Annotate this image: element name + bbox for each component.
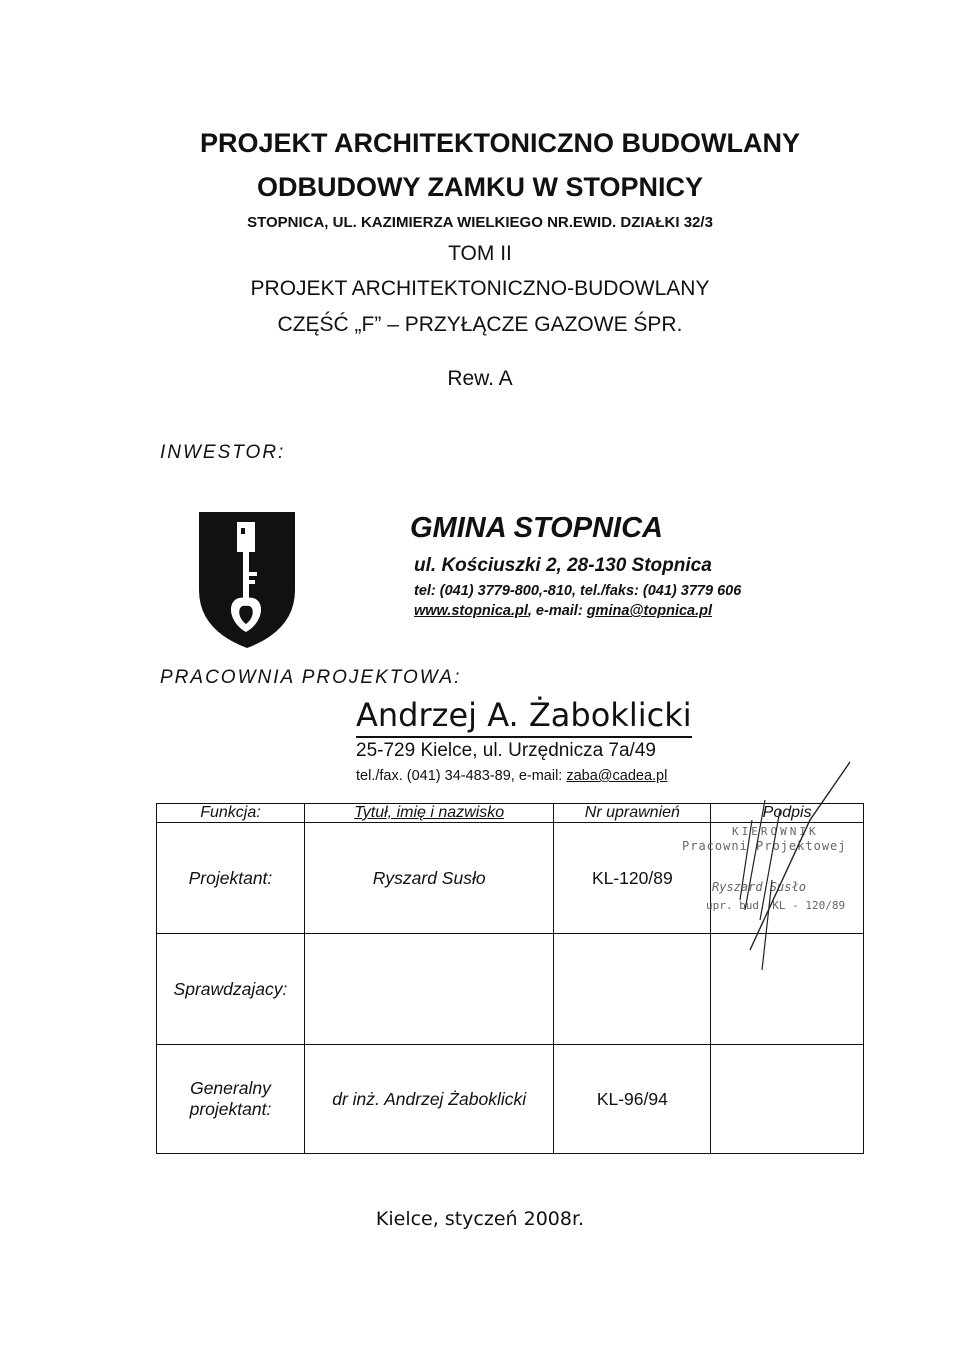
project-location: STOPNICA, UL. KAZIMIERZA WIELKIEGO NR.EWID. DZIAŁKI 32/3 bbox=[247, 214, 713, 231]
studio-label: PRACOWNIA PROJEKTOWA: bbox=[160, 667, 462, 688]
studio-email-link[interactable]: zaba@cadea.pl bbox=[566, 768, 668, 784]
investor-phone: tel: (041) 3779-800,-810, tel./faks: (041) 3779 606 bbox=[414, 583, 742, 599]
studio-contact bbox=[356, 768, 667, 784]
place-and-date: Kielce, styczeń 2008r. bbox=[375, 1208, 585, 1230]
table-row bbox=[157, 1045, 864, 1154]
header-license: Nr uprawnień bbox=[554, 804, 711, 823]
row-name: Ryszard Susło bbox=[304, 823, 554, 934]
stamp-line: Ryszard Susło bbox=[712, 880, 806, 894]
stamp-line: Pracowni Projektowej bbox=[682, 839, 847, 853]
investor-email-link[interactable]: gmina@topnica.pl bbox=[586, 603, 713, 619]
row-license: KL-96/94 bbox=[554, 1045, 711, 1154]
document-subtitle: ODBUDOWY ZAMKU W STOPNICY bbox=[256, 172, 703, 202]
stamp-line: upr. bud. KL - 120/89 bbox=[706, 899, 846, 912]
studio-name: Andrzej A. Żaboklicki bbox=[356, 696, 692, 738]
row-role: Sprawdzajacy: bbox=[157, 934, 305, 1045]
coat-of-arms-logo bbox=[197, 510, 297, 650]
row-role: Generalny projektant: bbox=[157, 1045, 305, 1154]
row-role: Projektant: bbox=[157, 823, 305, 934]
revision-label: Rew. A bbox=[447, 367, 513, 390]
handwritten-signature bbox=[690, 760, 860, 980]
document-title: PROJEKT ARCHITEKTONICZNO BUDOWLANY bbox=[200, 128, 800, 158]
row-name: dr inż. Andrzej Żaboklicki bbox=[304, 1045, 554, 1154]
stamp-line: KIEROWNIK bbox=[732, 825, 819, 838]
project-type: PROJEKT ARCHITEKTONICZNO-BUDOWLANY bbox=[250, 277, 710, 300]
investor-email-prefix: , e-mail: bbox=[527, 603, 587, 619]
investor-name: GMINA STOPNICA bbox=[410, 512, 663, 544]
row-license bbox=[554, 934, 711, 1045]
row-signature bbox=[711, 1045, 864, 1154]
investor-address: ul. Kościuszki 2, 28-130 Stopnica bbox=[414, 555, 712, 576]
investor-website-link[interactable]: www.stopnica.pl bbox=[414, 603, 528, 619]
project-part: CZĘŚĆ „F” – PRZYŁĄCZE GAZOWE ŚPR. bbox=[277, 313, 683, 336]
investor-label: INWESTOR: bbox=[160, 442, 286, 463]
header-function: Funkcja: bbox=[157, 804, 305, 823]
header-name: Tytuł, imię i nazwisko bbox=[304, 804, 554, 823]
studio-phone: tel./fax. (041) 34-483-89, e-mail: bbox=[356, 768, 567, 784]
investor-contact bbox=[414, 603, 712, 619]
header-signature: Podpis bbox=[711, 804, 864, 823]
row-license: KL-120/89 bbox=[554, 823, 711, 934]
volume-number: TOM II bbox=[448, 242, 512, 265]
studio-address: 25-729 Kielce, ul. Urzędnicza 7a/49 bbox=[356, 740, 656, 761]
row-name bbox=[304, 934, 554, 1045]
